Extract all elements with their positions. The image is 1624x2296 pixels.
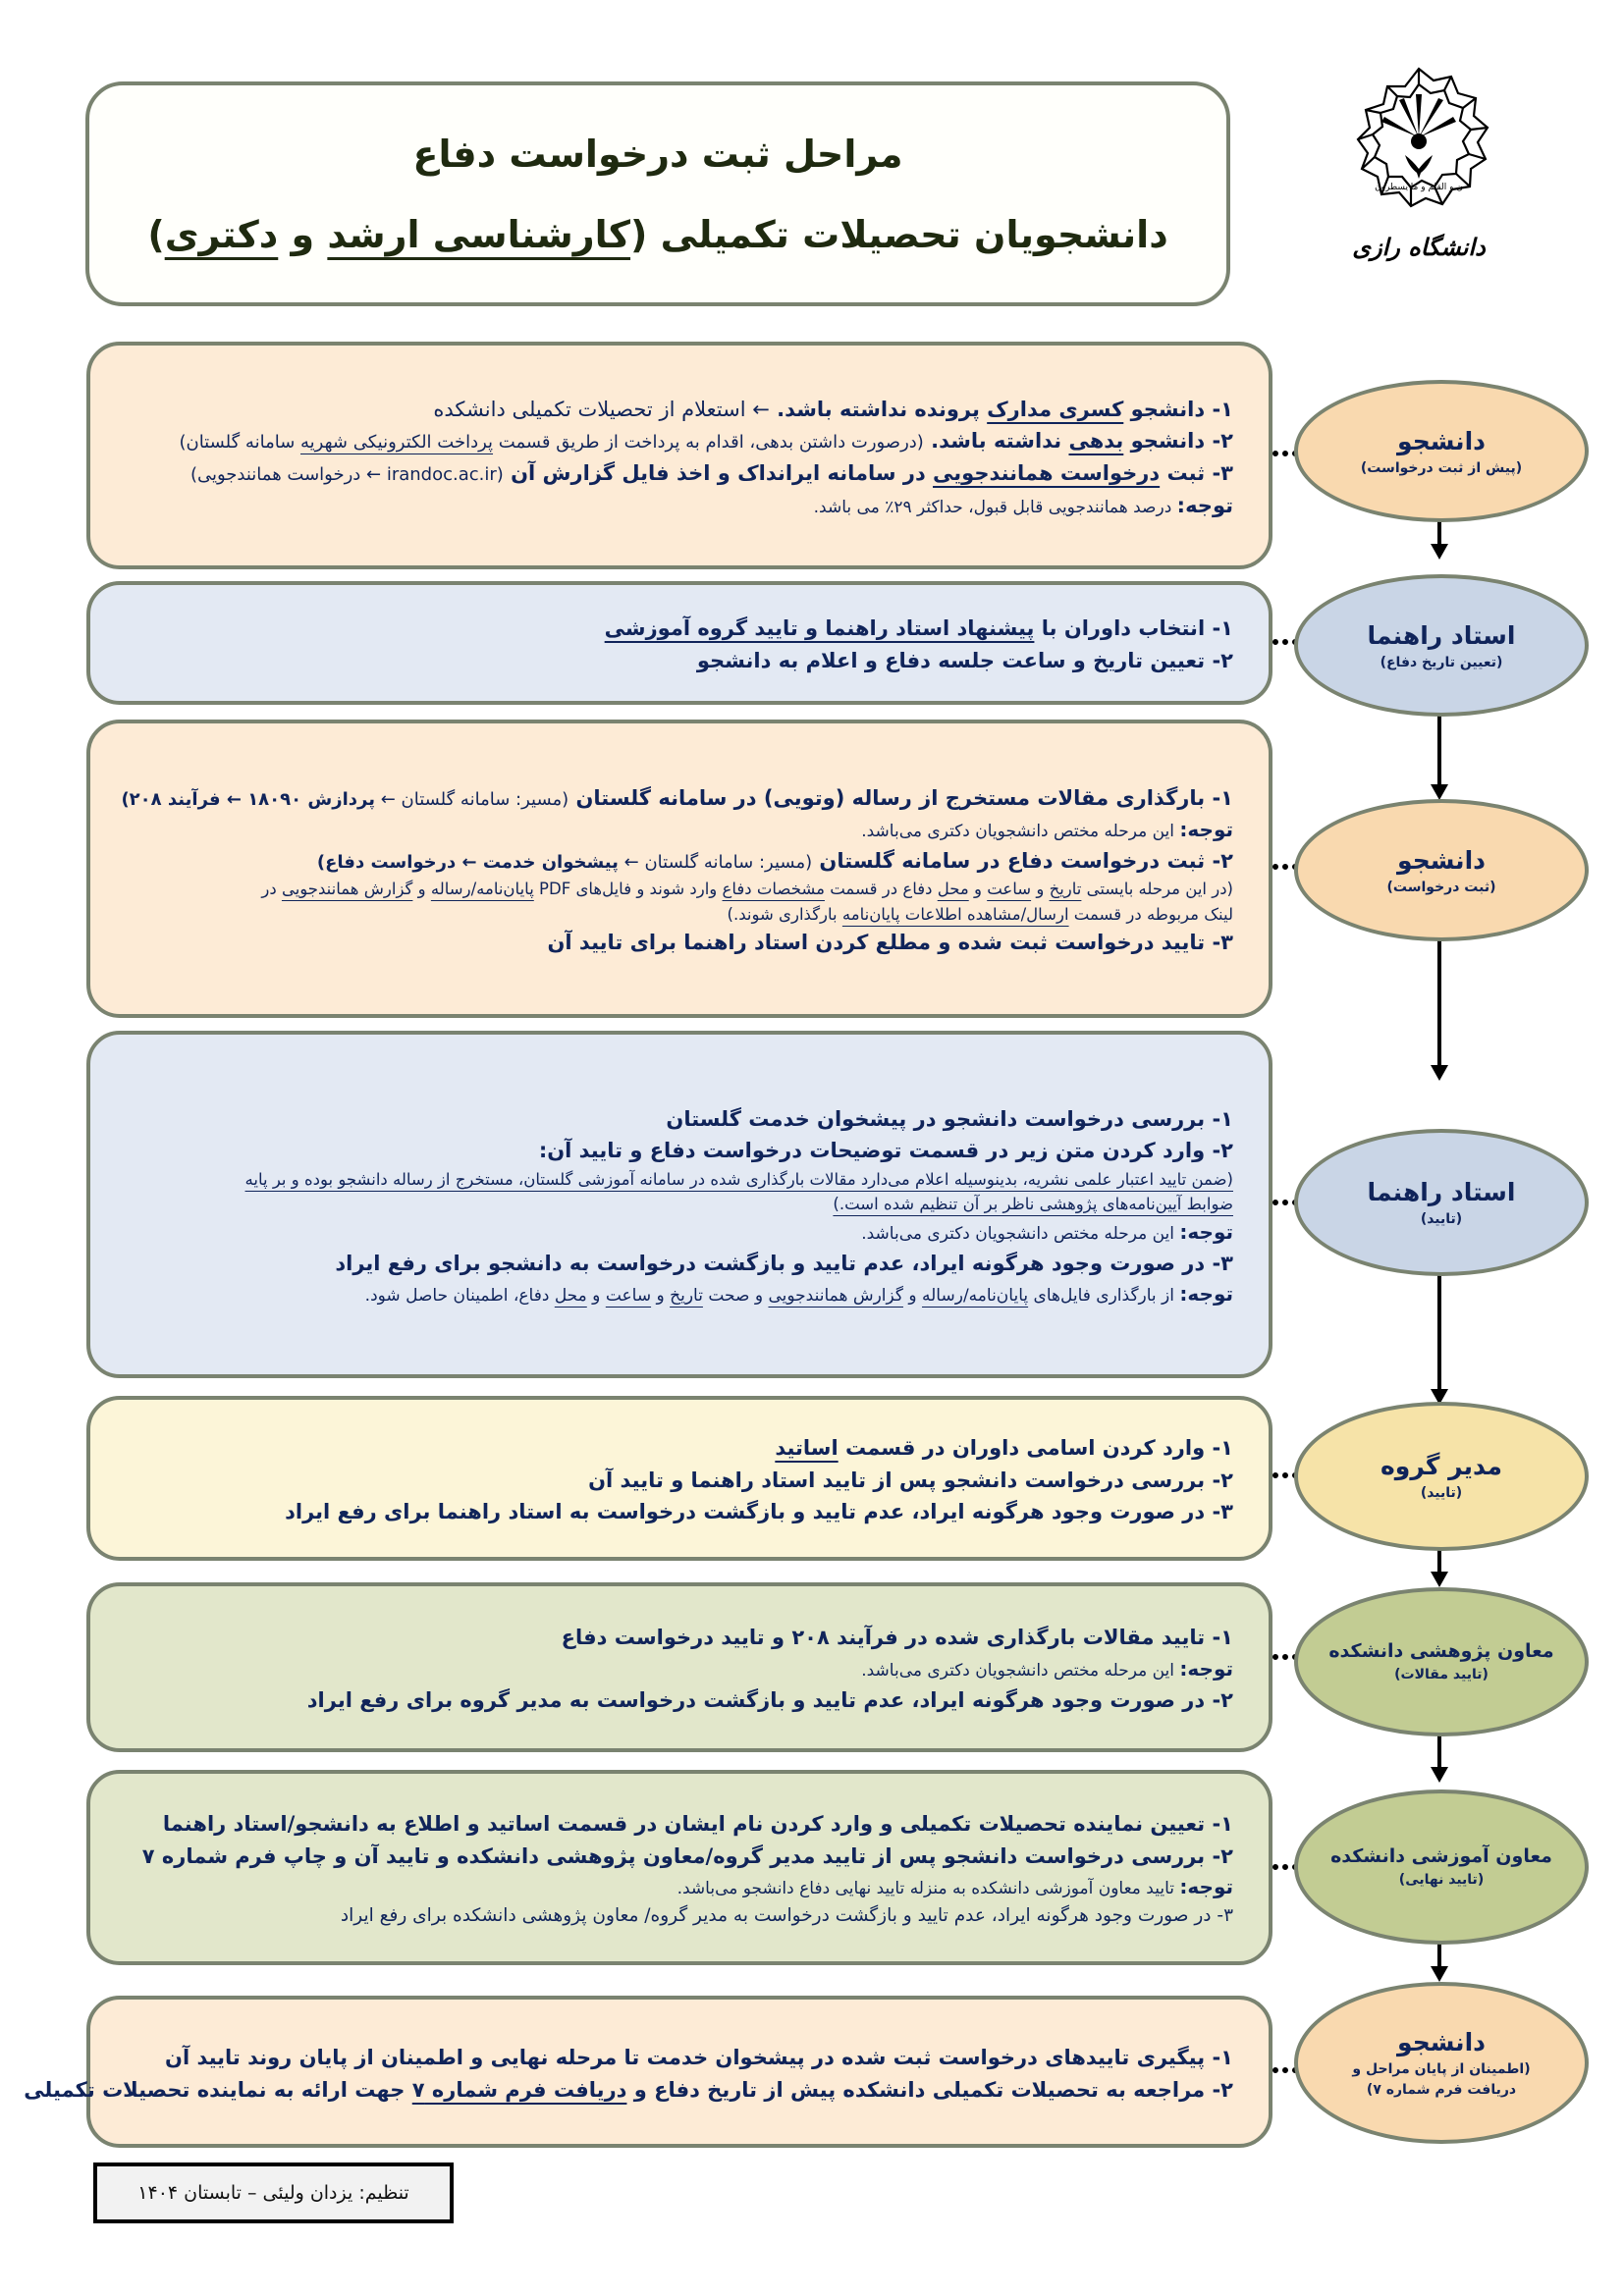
text-segment: ۱- انتخاب داوران با [1034,616,1233,641]
flow-arrow-line-3 [1437,937,1441,1065]
actor-note-line1: (اطمینان از پایان مراحل و [1352,2061,1531,2077]
actor-ellipse-education-deputy [1294,1789,1589,1945]
text-segment: نداشته باشد. [923,429,1069,454]
text-segment: توجه: [1179,1657,1233,1681]
text-segment: ضوابط آیین‌نامه‌های پژوهشی ناظر بر آن تنظیم شده است.) [833,1195,1233,1214]
step-3-box [86,720,1272,1018]
text-segment: اساتید [775,1436,839,1461]
text-segment: دریافت فرم شماره ۷ [411,2077,627,2102]
step-7-item-1 [120,1808,1233,1841]
step-5-item-2 [120,1465,1233,1497]
actor-name: استاد راهنما [1367,1178,1516,1206]
text-segment: ۱- دانشجو [1123,397,1233,421]
flow-arrowhead-1 [1431,544,1448,560]
flow-arrow-line-6 [1437,1735,1441,1767]
actor-note: (تایید نهایی) [1398,1871,1485,1888]
text-segment: جهت ارائه به نماینده تحصیلات تکمیلی [24,2077,412,2102]
text-segment: (مسیر: سامانه گلستان ← [374,789,569,811]
step-7-note [120,1872,1233,1902]
actor-ellipse-group-head [1294,1402,1589,1551]
text-segment: (درصورت داشتن بدهی، اقدام به پرداخت از طریق قسمت [493,432,924,454]
page-title: مراحل ثبت درخواست دفاع [412,132,903,176]
text-segment: ۲- در صورت وجود هرگونه ایراد، عدم تایید و بازگشت درخواست به مدیر گروه برای رفع ایراد [306,1688,1233,1712]
flow-arrowhead-5 [1431,1572,1448,1587]
logo-university-name: دانشگاه رازی [1352,233,1486,261]
text-segment: محل [937,880,969,899]
text-segment: ۲- بررسی درخواست دانشجو پس از تایید استاد راهنما و تایید آن [588,1468,1233,1492]
text-segment: پرونده نداشته باشد. [769,397,988,421]
actor-name: استاد راهنما [1367,620,1516,650]
text-segment: ۳- در صورت وجود هرگونه ایراد، عدم تایید و بازگشت درخواست به استاد راهنما برای رفع ایراد [285,1500,1233,1524]
actor-name: مدیر گروه [1380,1452,1502,1480]
actor-note: (تعیین تاریخ دفاع) [1380,654,1503,670]
page-subtitle [147,212,1168,256]
step-8-item-1 [120,2042,1233,2074]
text-segment: در سامانه ایرانداک و اخذ فایل گزارش آن [503,461,934,485]
text-segment: توجه: [1179,1219,1233,1244]
step-5-item-1 [120,1432,1233,1465]
text-segment: ۲- دانشجو [1123,429,1233,454]
text-segment: گزارش همانندجویی [768,1286,903,1307]
text-segment: تایید معاون آموزشی دانشکده به منزله تایید نهایی دفاع دانشجو می‌باشد. [677,1879,1180,1899]
text-segment: ۱- تایید مقالات بارگذاری شده در فرآیند ۲۰۸ و تایید درخواست دفاع [561,1626,1233,1650]
logo-motto: ن و القلم و ما یسطرون [1375,183,1463,192]
text-segment: ۳- ثبت [1160,461,1233,485]
text-segment: دفاع، اطمینان حاصل شود. [364,1286,555,1307]
step-7-item-2 [120,1841,1233,1873]
step-7-item-3 [120,1902,1233,1931]
actor-ellipse-research-deputy [1294,1587,1589,1736]
flow-arrowhead-3 [1431,1065,1448,1081]
actor-note: (تایید) [1420,1211,1463,1227]
text-segment: پایان‌نامه/رساله [430,880,534,899]
actor-ellipse-supervisor-date [1294,574,1589,717]
subtitle-and: و [278,212,328,256]
text-segment: پیشنهاد استاد راهنما و تایید گروه آموزشی [604,616,1035,641]
text-segment: در [261,880,282,899]
step-2-item-2 [120,645,1233,677]
flow-arrowhead-6 [1431,1767,1448,1783]
text-segment: سامانه گلستان) [179,432,300,454]
text-segment: این مرحله مختص دانشجویان دکتری می‌باشد. [861,1223,1180,1244]
text-segment: بارگذاری شوند.) [727,904,842,924]
step-6-item-1 [120,1622,1233,1654]
text-segment: و [902,1286,923,1307]
text-segment: (مسیر: سامانه گلستان ← [618,851,813,873]
actor-note-line2: دریافت فرم شماره ۷) [1366,2082,1517,2098]
text-segment: ۱- بررسی درخواست دانشجو در پیشخوان خدمت گلستان [666,1106,1233,1131]
step-6-item-2 [120,1684,1233,1717]
step-3-detail-2 [120,902,1233,928]
text-segment: پایان‌نامه/رساله [922,1286,1029,1307]
text-segment: پرداخت الکترونیکی شهریه [300,432,494,454]
subtitle-prefix: دانشجویان تحصیلات تکمیلی ( [630,212,1168,256]
text-segment: توجه: [1179,1282,1233,1307]
step-4-box [86,1031,1272,1378]
text-segment: ۲- تعیین تاریخ و ساعت جلسه دفاع و اعلام به دانشجو [696,649,1233,672]
text-segment: ساعت [605,1286,652,1307]
text-segment: توجه: [1176,493,1233,517]
actor-name: معاون پژوهشی دانشکده [1328,1640,1554,1663]
flow-arrowhead-2 [1431,784,1448,800]
text-segment: این مرحله مختص دانشجویان دکتری می‌باشد. [861,1661,1180,1681]
actor-ellipse-supervisor-approve [1294,1129,1589,1276]
actor-name: دانشجو [1397,845,1486,875]
step-1-box [86,342,1272,569]
step-3-note-1 [120,815,1233,845]
step-5-box [86,1396,1272,1561]
step-3-item-3 [120,927,1233,959]
actor-ellipse-student-final [1294,1982,1589,2144]
step-6-box [86,1582,1272,1752]
flow-arrow-line-5 [1437,1548,1441,1572]
step-1-item-2 [120,425,1233,457]
text-segment: ۳- در صورت وجود هرگونه ایراد، عدم تایید و بازگشت درخواست به دانشجو برای رفع ایراد [335,1251,1233,1275]
text-segment: ۲- ثبت درخواست دفاع در سامانه گلستان [812,848,1233,873]
text-segment: پیشخوان خدمت ← درخواست دفاع) [316,851,619,873]
text-segment: توجه: [1179,817,1233,841]
text-segment: ساعت [987,880,1032,899]
step-7-box [86,1770,1272,1965]
text-segment: ۳- تایید درخواست ثبت شده و مطلع کردن استاد راهنما برای تایید آن [547,931,1233,955]
step-4-note-2 [120,1279,1233,1309]
step-4-item-2 [120,1135,1233,1167]
step-2-item-1 [120,613,1233,645]
step-4-item-1 [120,1103,1233,1136]
title-box [85,81,1230,306]
step-3-item-2 [120,845,1233,878]
text-segment: ۱- وارد کردن اسامی داوران در قسمت [838,1436,1233,1461]
actor-name: دانشجو [1397,2028,1486,2056]
text-segment: محل [554,1286,587,1307]
text-segment: (ضمن تایید اعتبار علمی نشریه، بدینوسیله اعلام می‌دارد مقالات بارگذاری شده در سامانه آموزشی گلستان، مستخرج از رساله دانشجو بوده و بر پایه [244,1169,1233,1189]
text-segment: (irandoc.ac.ir ← درخواست همانندجویی) [189,464,504,485]
text-segment: ۲- بررسی درخواست دانشجو پس از تایید مدیر گروه/معاون پژوهشی دانشکده و تایید آن و چاپ فرم شماره ۷ [141,1843,1233,1868]
razi-university-seal-icon [1340,59,1497,275]
actor-note: (ثبت درخواست) [1386,879,1496,895]
text-segment: تاریخ [670,1286,703,1307]
flow-arrow-line-7 [1437,1943,1441,1966]
text-segment: و [412,880,431,899]
text-segment: ۱- تعیین نماینده تحصیلات تکمیلی و وارد کردن نام ایشان در قسمت اساتید و اطلاع به دانشجو/استاد راهنما [162,1812,1233,1837]
step-4-note-1 [120,1217,1233,1248]
subtitle-phd: دکتری [164,212,279,256]
text-segment: ارسال/مشاهده اطلاعات پایان‌نامه [841,904,1069,924]
text-segment: درصد همانندجویی قابل قبول، حداکثر ۲۹٪ می باشد. [813,497,1177,517]
text-segment: ← استعلام از تحصیلات تکمیلی دانشکده [433,397,770,421]
step-1-item-3 [120,457,1233,490]
text-segment: دفاع در قسمت [824,880,938,899]
text-segment: ۳- در صورت وجود هرگونه ایراد، عدم تایید و بازگشت درخواست به مدیر گروه/ معاون پژوهشی دانشکده برای رفع ایراد [340,1905,1233,1927]
text-segment: لینک مربوطه در قسمت [1068,904,1233,924]
text-segment: و [586,1286,606,1307]
text-segment: ۱- بارگذاری مقالات مستخرج از رساله (وتویی) در سامانه گلستان [568,786,1233,811]
text-segment: و [651,1286,671,1307]
subtitle-msc: کارشناسی ارشد [327,212,631,256]
flow-arrow-line-4 [1437,1274,1441,1389]
step-1-item-1 [120,394,1233,426]
actor-ellipse-student-register [1294,799,1589,941]
step-3-detail-1 [120,877,1233,902]
step-4-quote-2 [120,1192,1233,1217]
text-segment: ۲- وارد کردن متن زیر در قسمت توضیحات درخواست دفاع و تایید آن: [538,1139,1233,1163]
step-4-item-3 [120,1248,1233,1280]
text-segment: و [1031,880,1050,899]
university-logo [1340,59,1497,329]
actor-note: (تایید) [1420,1485,1463,1501]
text-segment: تاریخ [1049,880,1082,899]
actor-name: دانشجو [1397,426,1486,455]
text-segment: (در این مرحله بایستی [1081,880,1233,899]
text-segment: و [968,880,988,899]
step-4-quote-1 [120,1167,1233,1193]
step-6-note [120,1654,1233,1684]
text-segment: این مرحله مختص دانشجویان دکتری می‌باشد. [861,821,1180,841]
text-segment: بدهی [1068,429,1124,454]
text-segment: وارد شوند و فایل‌های PDF [533,880,723,899]
step-3-item-1 [120,782,1233,815]
text-segment: از بارگذاری فایل‌های [1028,1286,1180,1307]
step-8-box [24,1996,1272,2148]
actor-name: معاون آموزشی دانشکده [1330,1845,1552,1868]
text-segment: توجه: [1179,1875,1233,1899]
step-2-box [86,581,1272,705]
text-segment: مشخصات دفاع [722,880,825,899]
flow-arrow-line-2 [1437,713,1441,784]
text-segment: درخواست همانندجویی [933,461,1161,485]
step-8-item-2 [24,2074,1233,2107]
text-segment: کسری مدارک [987,397,1124,421]
actor-ellipse-student-pre [1294,380,1589,522]
subtitle-suffix: ) [147,212,165,256]
actor-note: (تایید مقالات) [1394,1666,1489,1682]
flow-arrowhead-7 [1431,1966,1448,1982]
flow-arrow-line-1 [1437,519,1441,544]
step-5-item-3 [120,1496,1233,1528]
actor-note: (پیش از ثبت درخواست) [1360,459,1523,476]
step-1-note [120,490,1233,522]
text-segment: ۱- پیگیری تاییدهای درخواست ثبت شده در پیشخوان خدمت تا مرحله نهایی و اطمینان از پایان روند تایید آن [165,2045,1233,2069]
text-segment: پردازش ۱۸۰۹۰ ← فرآیند ۲۰۸) [121,789,375,811]
text-segment: و صحت [702,1286,769,1307]
text-segment: گزارش همانندجویی [281,880,413,899]
author-credit: تنظیم: یزدان ولیئی – تابستان ۱۴۰۴ [93,2163,454,2223]
text-segment: ۲- مراجعه به تحصیلات تکمیلی دانشکده پیش از تاریخ دفاع و [626,2077,1233,2102]
